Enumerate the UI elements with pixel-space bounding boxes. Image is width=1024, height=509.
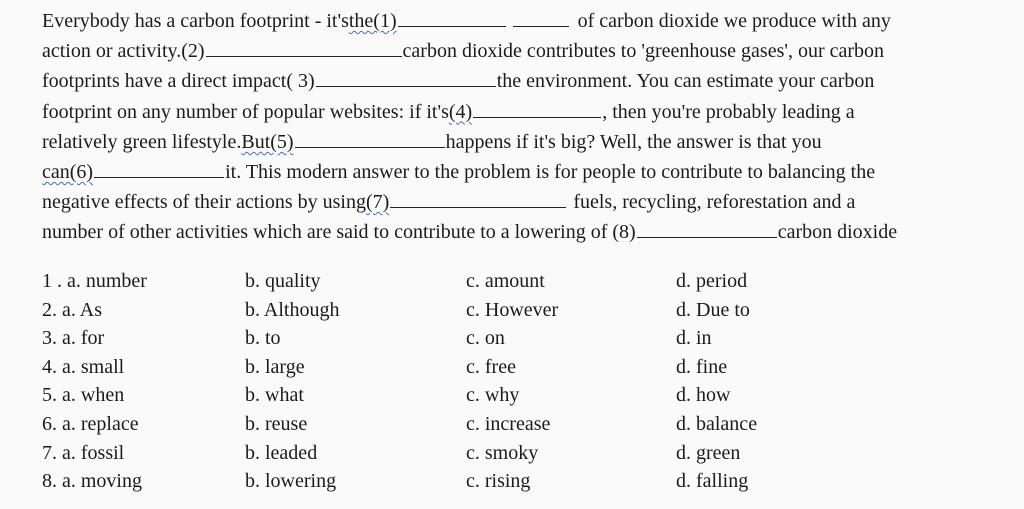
cloze-passage	[42, 6, 1002, 248]
question-row-2	[42, 299, 1002, 328]
option-d[interactable]: d. green	[676, 441, 741, 464]
question-row-5	[42, 384, 1002, 413]
option-c[interactable]: c. increase	[466, 412, 551, 435]
option-d[interactable]: d. balance	[676, 412, 758, 435]
passage-text: footprint on any number of popular websites: if it's	[42, 100, 449, 123]
option-d[interactable]: d. how	[676, 384, 731, 407]
option-d[interactable]: d. period	[676, 270, 748, 292]
question-row-7	[42, 442, 1002, 471]
question-row-6	[42, 413, 1002, 442]
option-c[interactable]: c. why	[466, 384, 520, 407]
option-a[interactable]: 5. a. when	[42, 384, 125, 407]
passage-text: happens if it's big? Well, the answer is that you	[445, 130, 822, 153]
blank-8[interactable]	[637, 218, 777, 238]
option-c[interactable]: c. on	[466, 327, 505, 350]
passage-text: , then you're probably leading a	[602, 100, 855, 123]
passage-line-7	[42, 187, 1002, 217]
passage-text: the(1)	[348, 10, 397, 32]
option-c[interactable]: c. rising	[466, 470, 531, 493]
blank-1-extension[interactable]	[513, 7, 569, 27]
blank-2[interactable]	[206, 37, 402, 57]
passage-text: can(6)	[42, 160, 94, 183]
answer-options	[42, 270, 1002, 499]
passage-text: Everybody has a carbon footprint - it's	[42, 10, 349, 32]
blank-3[interactable]	[316, 67, 496, 87]
passage-text: action or activity.(2)	[42, 40, 205, 63]
option-c[interactable]: c. free	[466, 355, 516, 378]
option-a[interactable]: 4. a. small	[42, 355, 125, 378]
option-b[interactable]: b. reuse	[245, 412, 308, 435]
option-d[interactable]: d. falling	[676, 470, 749, 493]
question-row-8	[42, 470, 1002, 499]
option-b[interactable]: b. quality	[245, 270, 321, 292]
question-row-1	[42, 270, 1002, 299]
question-row-4	[42, 356, 1002, 385]
question-row-3	[42, 327, 1002, 356]
option-a[interactable]: 3. a. for	[42, 327, 105, 350]
passage-text: number of other activities which are said to contribute to a lowering of (8)	[42, 221, 636, 244]
passage-text: carbon dioxide contributes to 'greenhouse gases', our carbon	[402, 40, 885, 63]
option-d[interactable]: d. in	[676, 327, 712, 350]
option-a[interactable]: 8. a. moving	[42, 470, 142, 493]
option-c[interactable]: c. However	[466, 298, 559, 321]
blank-6[interactable]	[94, 158, 224, 178]
option-c[interactable]: c. smoky	[466, 441, 539, 464]
passage-text: But(5)	[241, 130, 294, 153]
passage-line-8	[42, 217, 1002, 247]
passage-text: footprints have a direct impact( 3)	[42, 70, 315, 93]
option-d[interactable]: d. fine	[676, 355, 728, 378]
option-a[interactable]: 2. a. As	[42, 298, 102, 321]
passage-line-3	[42, 66, 1002, 96]
option-b[interactable]: b. what	[245, 384, 304, 407]
passage-line-1	[42, 6, 1002, 36]
passage-text: (7)	[365, 191, 390, 214]
passage-text: the environment. You can estimate your carbon	[496, 70, 875, 93]
passage-line-5	[42, 127, 1002, 157]
blank-4[interactable]	[473, 98, 601, 118]
passage-text: negative effects of their actions by using	[42, 191, 366, 214]
blank-7[interactable]	[390, 188, 566, 208]
option-d[interactable]: d. Due to	[676, 298, 750, 321]
option-a[interactable]: 6. a. replace	[42, 412, 139, 435]
passage-text: (4)	[448, 100, 473, 123]
blank-1[interactable]	[398, 7, 506, 27]
option-b[interactable]: b. leaded	[245, 441, 318, 464]
option-b[interactable]: b. to	[245, 327, 281, 350]
option-a[interactable]: 1 . a. number	[42, 270, 147, 292]
option-a[interactable]: 7. a. fossil	[42, 441, 125, 464]
passage-text: carbon dioxide	[777, 221, 898, 244]
passage-line-4	[42, 97, 1002, 127]
blank-5[interactable]	[295, 128, 445, 148]
passage-text: relatively green lifestyle.	[42, 130, 242, 153]
option-b[interactable]: b. Although	[245, 298, 340, 321]
passage-text: it. This modern answer to the problem is for people to contribute to balancing the	[225, 160, 876, 183]
passage-text: of carbon dioxide we produce with any	[577, 10, 891, 32]
passage-line-2	[42, 36, 1002, 66]
passage-text: fuels, recycling, reforestation and a	[573, 191, 856, 214]
option-b[interactable]: b. lowering	[245, 470, 337, 493]
passage-line-6	[42, 157, 1002, 187]
option-c[interactable]: c. amount	[466, 270, 545, 292]
option-b[interactable]: b. large	[245, 355, 305, 378]
